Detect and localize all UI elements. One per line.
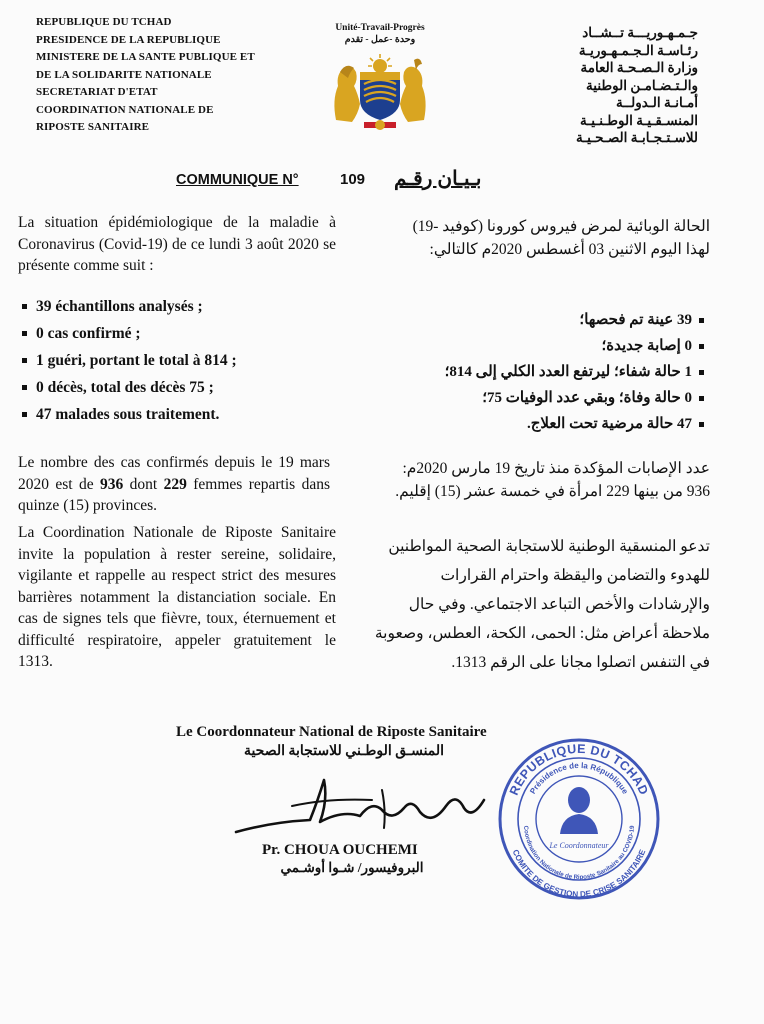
header-right-line: المنسـقـيـة الوطـنـيـة xyxy=(580,112,698,128)
signature-title-fr: Le Coordonnateur National de Riposte Sanitaire xyxy=(176,724,487,740)
communique-title-fr: COMMUNIQUE N° xyxy=(176,172,299,188)
fr-summary-women: 229 xyxy=(163,475,187,493)
official-stamp-icon xyxy=(496,736,662,902)
coat-of-arms-icon xyxy=(328,50,432,132)
ar-intro: الحالة الوبائية لمرض فيروس كورونا (كوفيد -19) لهذا اليوم الاثنين 03 أغسطس 2020م كالتالي: xyxy=(412,218,710,258)
header-left-line: COORDINATION NATIONALE DE xyxy=(36,103,214,116)
list-item: 1 guéri, portant le total à 814 ; xyxy=(18,350,348,371)
list-item: 0 حالة وفاة؛ وبقي عدد الوفيات 75؛ xyxy=(388,388,708,409)
list-item: 1 حالة شفاء؛ ليرتفع العدد الكلي إلى 814؛ xyxy=(388,362,708,383)
signatory-name-ar: البروفيسور/ شـوا أوشـمي xyxy=(280,860,424,875)
list-item: 39 échantillons analysés ; xyxy=(18,296,348,317)
communique-title-ar: بـيـان رقـم xyxy=(394,168,482,190)
fr-appeal: La Coordination Nationale de Riposte Sanitaire invite la population à rester sereine, solidaire, vigilante et rappelle au respect strict des mesures barrières notamment la distanciation sociale. En cas de signes tels que fièvre, toux, éternuement et difficulté respiratoire, appeler gratuitement le 1313. xyxy=(18,524,336,670)
header-left-line: REPUBLIQUE DU TCHAD xyxy=(36,16,172,28)
fr-summary-total: 936 xyxy=(100,475,124,493)
header-right-line: للاسـتـجـابـة الصـحـيـة xyxy=(575,130,698,145)
header-left-line: SECRETARIAT D'ETAT xyxy=(36,86,158,98)
header-left-line: MINISTERE DE LA SANTE PUBLIQUE ET xyxy=(36,51,255,63)
stamp-inner-top: Présidence de la République xyxy=(528,760,630,796)
stamp-center-text: Le Coordonnateur xyxy=(549,841,609,850)
header-right-line: رئـاسـة الـجـمـهـوريـة xyxy=(578,42,698,58)
header-right-line: أمـانـة الـدولــة xyxy=(615,95,698,110)
signature-title-ar: المنسـق الوطـني للاستجابة الصحية xyxy=(243,744,445,759)
fr-summary-pre: Le nombre des cas confirmés depuis le 19 mars 2020 est de xyxy=(18,454,330,493)
handwritten-signature-icon xyxy=(232,770,492,840)
ar-summary: عدد الإصابات المؤكدة منذ تاريخ 19 مارس 2020م: 936 من بينها 229 امرأة في خمسة عشر (15) إقليم. xyxy=(395,460,710,500)
stamp-inner-bottom: Coordination Nationale de Riposte Sanitaire au COVID-19 xyxy=(521,825,636,882)
header-right-line: وزارة الـصـحـة العامة xyxy=(580,60,698,75)
list-item: 47 حالة مرضية تحت العلاج. xyxy=(388,414,708,435)
header-left-line: DE LA SOLIDARITE NATIONALE xyxy=(36,68,212,81)
header-right-line: والـتـضـامـن الوطنية xyxy=(586,77,698,93)
list-item: 0 cas confirmé ; xyxy=(18,323,348,344)
list-item: 39 عينة تم فحصها؛ xyxy=(388,310,708,331)
fr-intro: La situation épidémiologique de la maladie à Coronavirus (Covid-19) de ce lundi 3 août 2020 se présente comme suit : xyxy=(18,214,336,274)
stamp-outer-bottom: COMITE DE GESTION DE CRISE SANITAIRE xyxy=(510,848,648,900)
header-left-line: PRESIDENCE DE LA REPUBLIQUE xyxy=(36,33,221,46)
stamp-outer-top: REPUBLIQUE DU TCHAD xyxy=(506,741,652,798)
signatory-name-fr: Pr. CHOUA OUCHEMI xyxy=(262,842,418,858)
fr-summary-post: femmes repartis dans quinze (15) provinces. xyxy=(18,475,330,514)
header-left-line: RIPOSTE SANITAIRE xyxy=(36,121,150,133)
list-item: 0 décès, total des décès 75 ; xyxy=(18,377,348,398)
fr-summary xyxy=(18,452,330,517)
ar-appeal: تدعو المنسقية الوطنية للاستجابة الصحية المواطنين للهدوء والتضامن واليقظة واحترام القرارات والإرشادات والأخص التباعد الاجتماعي. وفي حال ملاحظة أعراض مثل: الحمى، الكحة، العطس، وصعوبة في التنفس اتصلوا مجانا على الرقم 1313. xyxy=(374,538,710,671)
header-left-block xyxy=(36,14,255,137)
list-item: 0 إصابة جديدة؛ xyxy=(388,336,708,357)
ar-bullet-list xyxy=(388,310,708,435)
list-item: 47 malades sous traitement. xyxy=(18,404,348,425)
header-right-line: جـمـهـوريـــة تــشــاد xyxy=(582,25,698,40)
communique-number: 109 xyxy=(340,171,366,188)
fr-bullet-list xyxy=(18,296,348,425)
header-right-block xyxy=(576,24,698,147)
fr-summary-mid: dont xyxy=(123,475,164,493)
motto-ar: وحدة -عمل - تقدم xyxy=(344,35,416,45)
motto-fr: Unité-Travail-Progrès xyxy=(335,23,425,33)
header-center xyxy=(310,22,450,132)
